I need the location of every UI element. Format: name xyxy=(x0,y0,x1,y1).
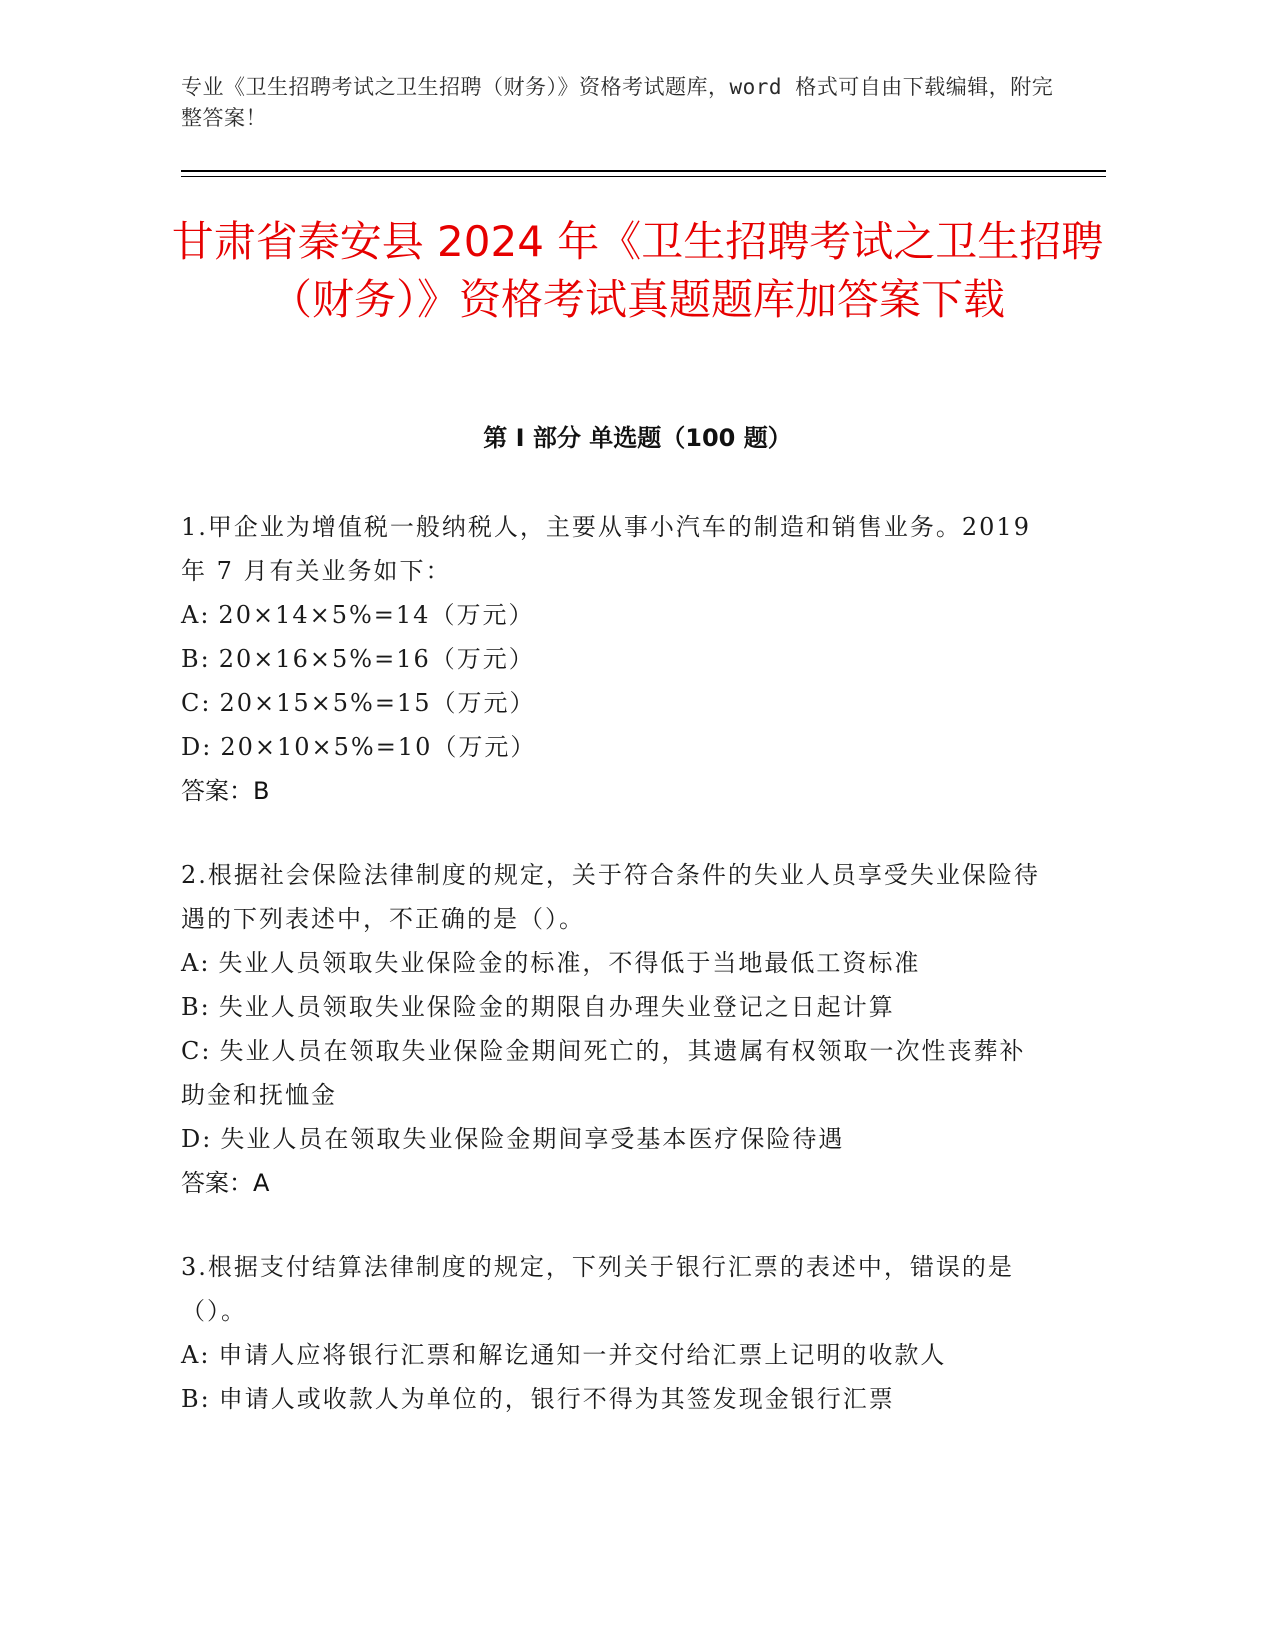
document-title: 甘肃省秦安县 2024 年《卫生招聘考试之卫生招聘（财务）》资格考试真题题库加答案下载 xyxy=(171,217,1104,324)
option-key: A: xyxy=(181,1341,211,1369)
option-c xyxy=(181,1029,1041,1117)
option-b xyxy=(181,1377,1041,1421)
question-list xyxy=(181,505,1041,1461)
option-text: 20×10×5%=10（万元） xyxy=(220,733,537,761)
option-text: 申请人应将银行汇票和解讫通知一并交付给汇票上记明的收款人 xyxy=(218,1341,947,1369)
option-text: 20×16×5%=16（万元） xyxy=(218,645,535,673)
option-text: 失业人员领取失业保险金的期限自办理失业登记之日起计算 xyxy=(218,993,895,1021)
option-text: 申请人或收款人为单位的，银行不得为其签发现金银行汇票 xyxy=(218,1385,895,1413)
option-key: A: xyxy=(181,601,211,629)
question-2 xyxy=(181,853,1041,1205)
option-a xyxy=(181,593,1041,637)
option-text: 失业人员在领取失业保险金期间享受基本医疗保险待遇 xyxy=(220,1125,845,1153)
question-stem: 3.根据支付结算法律制度的规定，下列关于银行汇票的表述中，错误的是（）。 xyxy=(181,1253,1014,1325)
option-key: D: xyxy=(181,1125,213,1153)
header-divider-thick xyxy=(181,170,1106,172)
header-divider-thin xyxy=(181,176,1106,177)
option-key: B: xyxy=(181,645,211,673)
option-d xyxy=(181,1117,1041,1161)
option-c xyxy=(181,681,1041,725)
option-key: D: xyxy=(181,733,213,761)
answer: 答案：A xyxy=(181,1169,270,1197)
option-text: 20×14×5%=14（万元） xyxy=(218,601,535,629)
answer: 答案：B xyxy=(181,777,270,805)
option-key: B: xyxy=(181,993,211,1021)
option-key: C: xyxy=(181,689,212,717)
option-key: B: xyxy=(181,1385,211,1413)
option-b xyxy=(181,985,1041,1029)
question-stem: 1.甲企业为增值税一般纳税人，主要从事小汽车的制造和销售业务。2019 年 7 月有关业务如下： xyxy=(181,513,1031,585)
question-1 xyxy=(181,505,1041,813)
question-3 xyxy=(181,1245,1041,1421)
option-d xyxy=(181,725,1041,769)
option-a xyxy=(181,1333,1041,1377)
option-text: 失业人员领取失业保险金的标准，不得低于当地最低工资标准 xyxy=(218,949,921,977)
option-text: 20×15×5%=15（万元） xyxy=(219,689,536,717)
option-b xyxy=(181,637,1041,681)
option-key: C: xyxy=(181,1037,212,1065)
header-note: 专业《卫生招聘考试之卫生招聘（财务）》资格考试题库，word 格式可自由下载编辑，附完整答案！ xyxy=(181,75,1054,130)
option-a xyxy=(181,941,1041,985)
option-text: 失业人员在领取失业保险金期间死亡的，其遗属有权领取一次性丧葬补助金和抚恤金 xyxy=(181,1037,1026,1109)
question-stem: 2.根据社会保险法律制度的规定，关于符合条件的失业人员享受失业保险待遇的下列表述中，不正确的是（）。 xyxy=(181,861,1040,933)
option-key: A: xyxy=(181,949,211,977)
section-title: 第 I 部分 单选题（100 题） xyxy=(483,424,792,452)
